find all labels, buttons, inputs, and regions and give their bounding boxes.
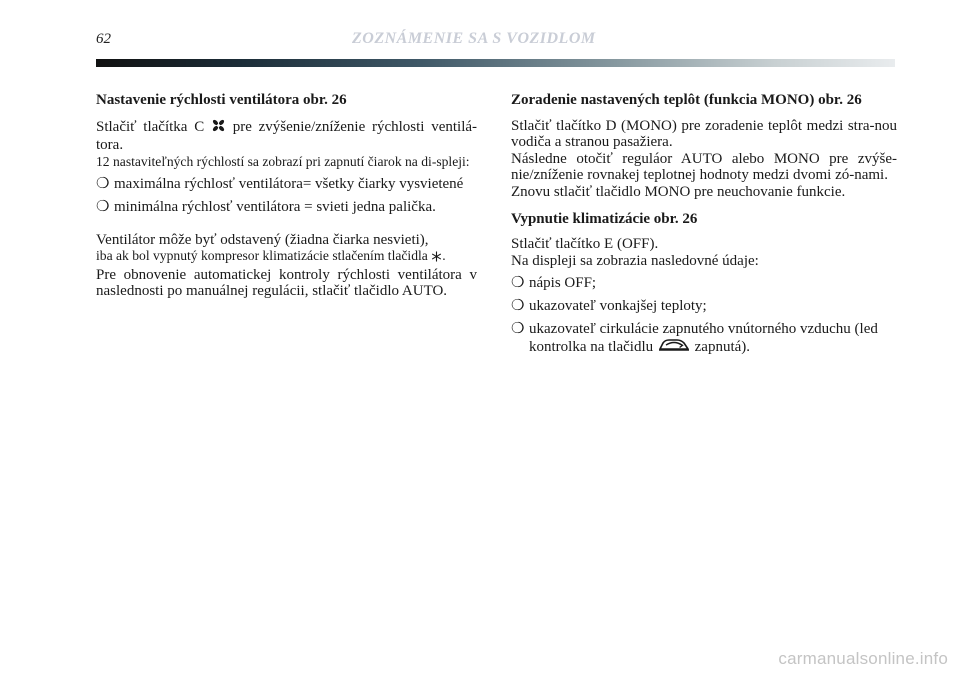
auto-restore-paragraph: Pre obnovenie automatickej kontroly rýchlosti ventilátora v naslednosti po manuálnej regulácii, stlačiť tlačidlo AUTO.: [96, 266, 477, 300]
fan-off-paragraph-line2: iba ak bol vypnutý kompresor klimatizácie stlačením tlačidla .: [96, 248, 477, 267]
list-item-text: minimálna rýchlosť ventilátora = svieti jedna palička.: [114, 198, 436, 215]
recirculation-text-after: zapnutá).: [694, 339, 751, 356]
bullet-icon: [511, 298, 529, 315]
fan-icon: [211, 118, 226, 138]
off-paragraph-2: Na displeji sa zobrazia nasledovné údaje:: [511, 252, 759, 269]
section-heading-off: Vypnutie klimatizácie obr. 26: [511, 210, 698, 227]
speed-count-paragraph: 12 nastaviteľných rýchlostí sa zobrazí pri zapnutí čiarok na di-spleji:: [96, 153, 470, 169]
fan-off-text: iba ak bol vypnutý kompresor klimatizácie stlačením tlačidla: [96, 248, 428, 264]
fan-off-paragraph-line1: Ventilátor môže byť odstavený (žiadna čiarka nesvieti),: [96, 231, 429, 248]
snowflake-icon: [431, 250, 442, 267]
chapter-title: ZOZNÁMENIE SA S VOZIDLOM: [352, 30, 596, 47]
list-item-text: maximálna rýchlosť ventilátora= všetky čiarky vysvietené: [114, 176, 464, 193]
mono-paragraph-1: Stlačiť tlačítko D (MONO) pre zoradenie teplôt medzi stra-nou vodiča a stranou pasažiera.: [511, 117, 897, 151]
list-item: [96, 176, 477, 193]
fan-speed-text-before: Stlačiť tlačítka C: [96, 118, 205, 135]
bullet-icon: [96, 199, 114, 216]
recirculation-car-icon: [657, 337, 691, 358]
left-column: [96, 92, 477, 300]
bullet-icon: [96, 176, 114, 193]
fan-speed-text-after: pre zvýšenie/zníženie rýchlosti ventilá-tora.: [96, 118, 478, 154]
mono-paragraph-2: Následne otočiť reguláor AUTO alebo MONO pre zvýše-nie/zníženie rovnakej teplotnej hodnoty medzi dvomi zó-nami.: [511, 150, 897, 184]
mono-paragraph-3: Znovu stlačiť tlačidlo MONO pre neuchovanie funkcie.: [511, 183, 846, 200]
watermark: carmanualsonline.info: [778, 649, 948, 668]
section-heading-mono: Zoradenie nastavených teplôt (funkcia MONO) obr. 26: [511, 92, 862, 108]
list-item-text: ukazovateľ vonkajšej teploty;: [529, 297, 707, 314]
fan-speed-paragraph: [96, 118, 477, 154]
section-heading-fan-speed: Nastavenie rýchlosti ventilátora obr. 26: [96, 92, 347, 108]
off-paragraph-1: Stlačiť tlačítko E (OFF).: [511, 236, 659, 253]
bullet-icon: [511, 275, 529, 292]
list-item: [511, 275, 897, 292]
header-rule: [96, 59, 895, 67]
list-item-text: [529, 321, 897, 358]
recirculation-text-before: ukazovateľ cirkulácie zapnutého vnútorného vzduchu (led kontrolka na tlačidlu: [529, 320, 878, 356]
page-number: 62: [96, 31, 111, 47]
bullet-icon: [511, 321, 529, 338]
right-column: [511, 92, 897, 364]
list-item-text: nápis OFF;: [529, 275, 597, 292]
list-item: [96, 199, 477, 216]
list-item: [511, 298, 897, 315]
list-item: [511, 321, 897, 358]
